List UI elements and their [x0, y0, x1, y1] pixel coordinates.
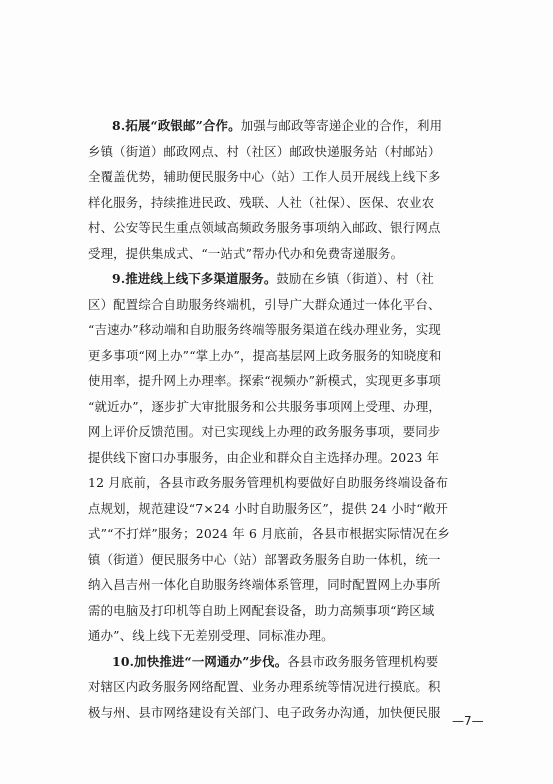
paragraph-8-line: 村、公安等民生重点领域高频政务服务事项纳入邮政、银行网点: [88, 220, 441, 235]
paragraph-8-line: 样化服务，持续推进民政、残联、人社（社保）、医保、农业农: [88, 194, 435, 210]
paragraph-9-line: 式”“不打烊”服务；2024 年 6 月底前，各县市根据实际情况在乡: [88, 526, 451, 541]
paragraph-9-line: 使用率，提升网上办理率。探索“视频办”新模式，实现更多事项: [88, 373, 442, 388]
paragraph-10-text: 各县市政务服务管理机构要: [287, 653, 439, 669]
paragraph-8-line: 全覆盖优势，辅助便民服务中心（站）工作人员开展线上线下多: [88, 169, 441, 184]
paragraph-9-line: 区）配置综合自助服务终端机，引导广大群众通过一体化平台、: [88, 296, 441, 312]
paragraph-9-text: 鼓励在乡镇（街道）、村（社: [276, 271, 434, 286]
paragraph-10-heading: 10.加快推进“一网通办”步伐。: [112, 653, 288, 669]
paragraph-9-line: 网上评价反馈范围。对已实现线上办理的政务服务事项，要同步: [88, 424, 441, 439]
paragraph-8-text: 加强与邮政等寄递企业的合作，利用: [240, 118, 443, 133]
document-body: [88, 113, 496, 725]
page-number: —7—: [452, 714, 484, 728]
paragraph-9-heading: 9.推进线上线下多渠道服务。: [112, 271, 277, 286]
paragraph-9-line: 需的电脑及打印机等自助上网配套设备，助力高频事项“跨区域: [88, 602, 435, 618]
paragraph-9-first-line: [88, 266, 496, 292]
paragraph-9-line: 镇（街道）便民服务中心（站）部署政务服务自助一体机，统一: [88, 551, 441, 567]
paragraph-10-line: 对辖区内政务服务网络配置、业务办理系统等情况进行摸底。积: [88, 679, 441, 694]
paragraph-9-line: 纳入昌吉州一体化自助服务终端体系管理，同时配置网上办事所: [88, 577, 441, 592]
paragraph-9-line: 提供线下窗口办事服务，由企业和群众自主选择办理。2023 年: [88, 449, 440, 465]
paragraph-9-line: “就近办”，逐步扩大审批服务和公共服务事项网上受理、办理，: [88, 398, 442, 414]
paragraph-8-line: 乡镇（街道）邮政网点、村（社区）邮政快递服务站（村邮站）: [88, 143, 441, 159]
paragraph-9-line: 12 月底前，各县市政务服务管理机构要做好自助服务终端设备布: [88, 475, 449, 490]
paragraph-9-line: 点规划，规范建设“7×24 小时自助服务区”，提供 24 小时“敞开: [88, 500, 449, 516]
paragraph-9-line: 更多事项“网上办”“掌上办”，提高基层网上政务服务的知晓度和: [88, 347, 442, 363]
paragraph-8-line: 受理，提供集成式、“一站式”帮办代办和免费寄递服务。: [88, 245, 404, 261]
paragraph-8-first-line: [88, 113, 496, 139]
paragraph-10-first-line: [88, 649, 496, 675]
paragraph-9-line: “吉速办”移动端和自助服务终端等服务渠道在线办理业务，实现: [88, 322, 442, 337]
paragraph-8-heading: 8.拓展“政银邮”合作。: [112, 118, 241, 133]
paragraph-10-line: 极与州、县市网络建设有关部门、电子政务办沟通，加快便民服: [88, 704, 441, 720]
paragraph-9-line: 通办”、线上线下无差别受理、同标准办理。: [88, 628, 334, 643]
